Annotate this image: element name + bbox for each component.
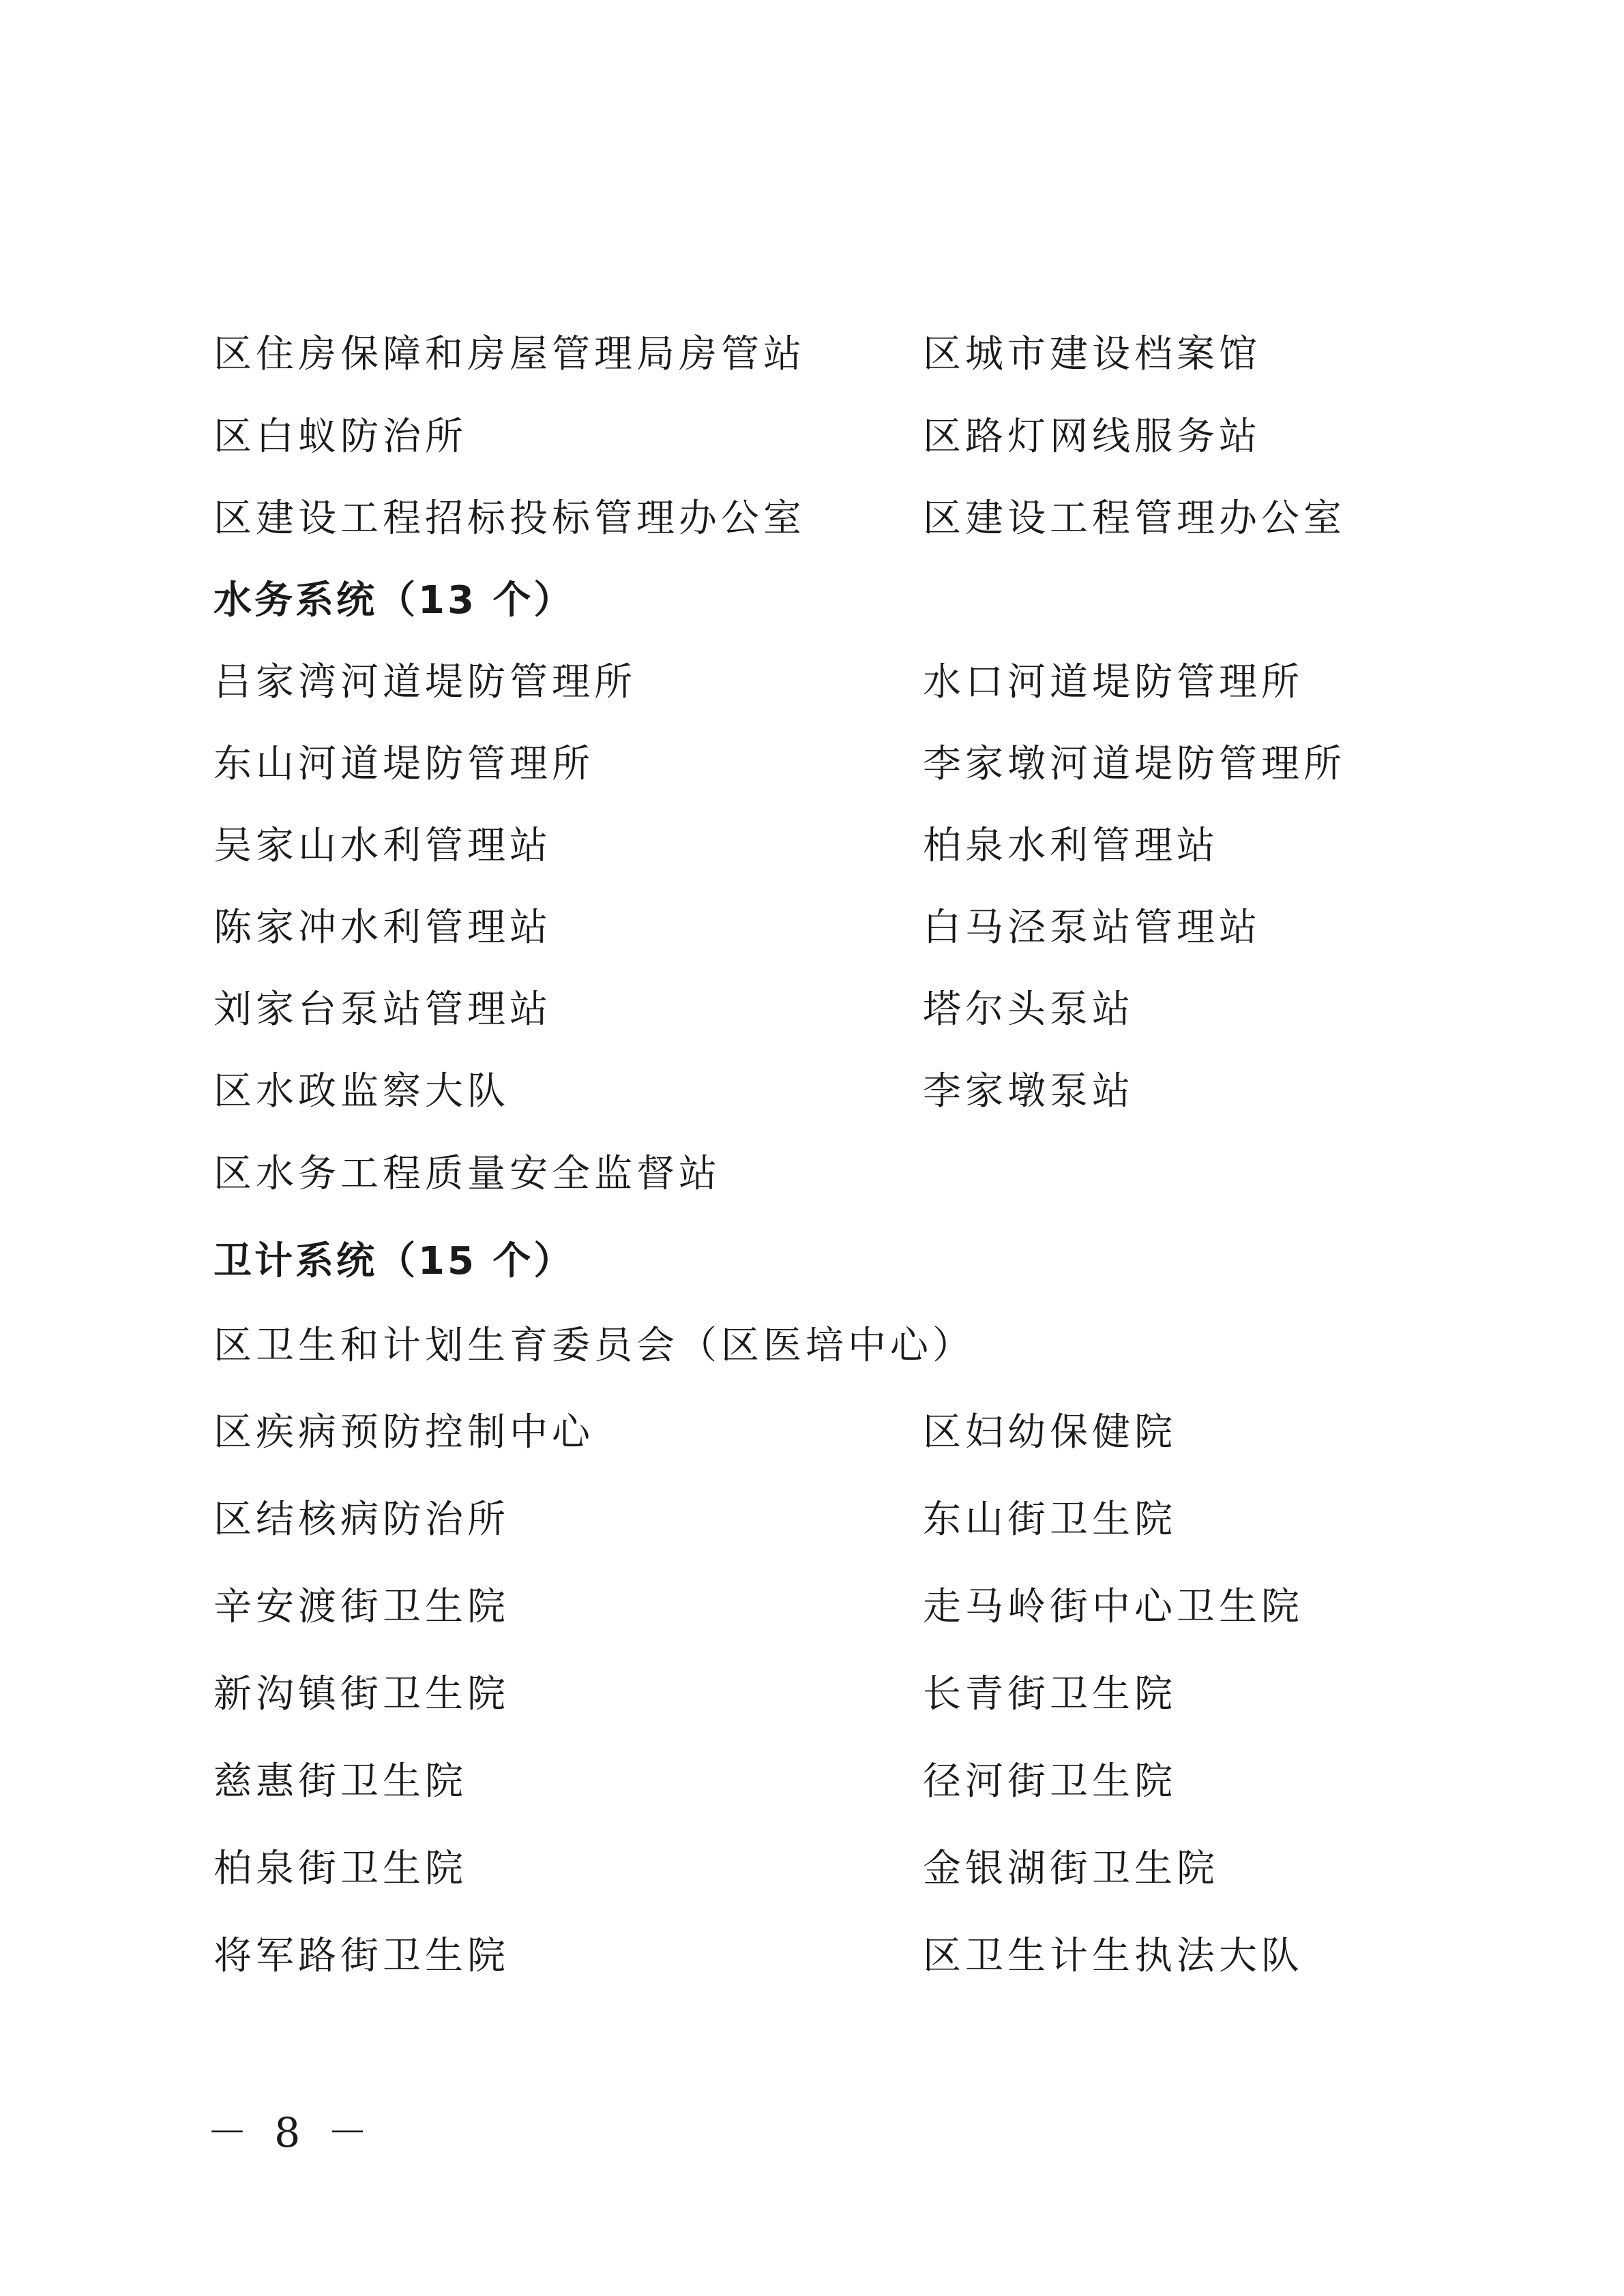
list-item: 陈家冲水利管理站 (213, 906, 552, 950)
page-number: － 8 － (207, 2109, 375, 2157)
list-item: 水口河道堤防管理所 (923, 660, 1303, 704)
list-item: 东山河道堤防管理所 (213, 742, 594, 786)
list-item: 区水政监察大队 (213, 1069, 510, 1114)
list-item: 吕家湾河道堤防管理所 (213, 660, 636, 704)
section-heading-health: 卫计系统（15 个） (213, 1239, 575, 1283)
list-item: 柏泉水利管理站 (923, 824, 1219, 868)
list-item: 走马岭街中心卫生院 (923, 1585, 1303, 1629)
section-heading-water: 水务系统（13 个） (213, 578, 575, 623)
list-item: 辛安渡街卫生院 (213, 1585, 510, 1629)
list-item: 刘家台泵站管理站 (213, 987, 552, 1032)
list-item: 李家墩泵站 (923, 1069, 1134, 1114)
list-item: 区住房保障和房屋管理局房管站 (213, 332, 806, 376)
list-item: 慈惠街卫生院 (213, 1759, 467, 1804)
list-item: 吴家山水利管理站 (213, 824, 552, 868)
list-item: 将军路街卫生院 (213, 1934, 510, 1978)
list-item: 新沟镇街卫生院 (213, 1672, 510, 1716)
list-item: 区白蚁防治所 (213, 415, 467, 459)
list-item: 李家墩河道堤防管理所 (923, 742, 1346, 786)
list-item: 金银湖街卫生院 (923, 1847, 1219, 1891)
list-item: 区结核病防治所 (213, 1497, 510, 1542)
list-item: 区路灯网线服务站 (923, 415, 1261, 459)
list-item: 区妇幼保健院 (923, 1410, 1177, 1455)
list-item: 白马泾泵站管理站 (923, 906, 1261, 950)
list-item: 柏泉街卫生院 (213, 1847, 467, 1891)
list-item: 区城市建设档案馆 (923, 332, 1261, 376)
list-item: 塔尔头泵站 (923, 987, 1134, 1032)
list-item: 东山街卫生院 (923, 1497, 1177, 1542)
list-item: 区疾病预防控制中心 (213, 1410, 594, 1455)
list-item: 区卫生和计划生育委员会（区医培中心） (213, 1324, 975, 1368)
list-item: 区建设工程管理办公室 (923, 496, 1346, 541)
list-item: 径河街卫生院 (923, 1759, 1177, 1804)
list-item: 区卫生计生执法大队 (923, 1934, 1303, 1978)
list-item: 区建设工程招标投标管理办公室 (213, 496, 806, 541)
list-item: 区水务工程质量安全监督站 (213, 1152, 721, 1196)
list-item: 长青街卫生院 (923, 1672, 1177, 1716)
